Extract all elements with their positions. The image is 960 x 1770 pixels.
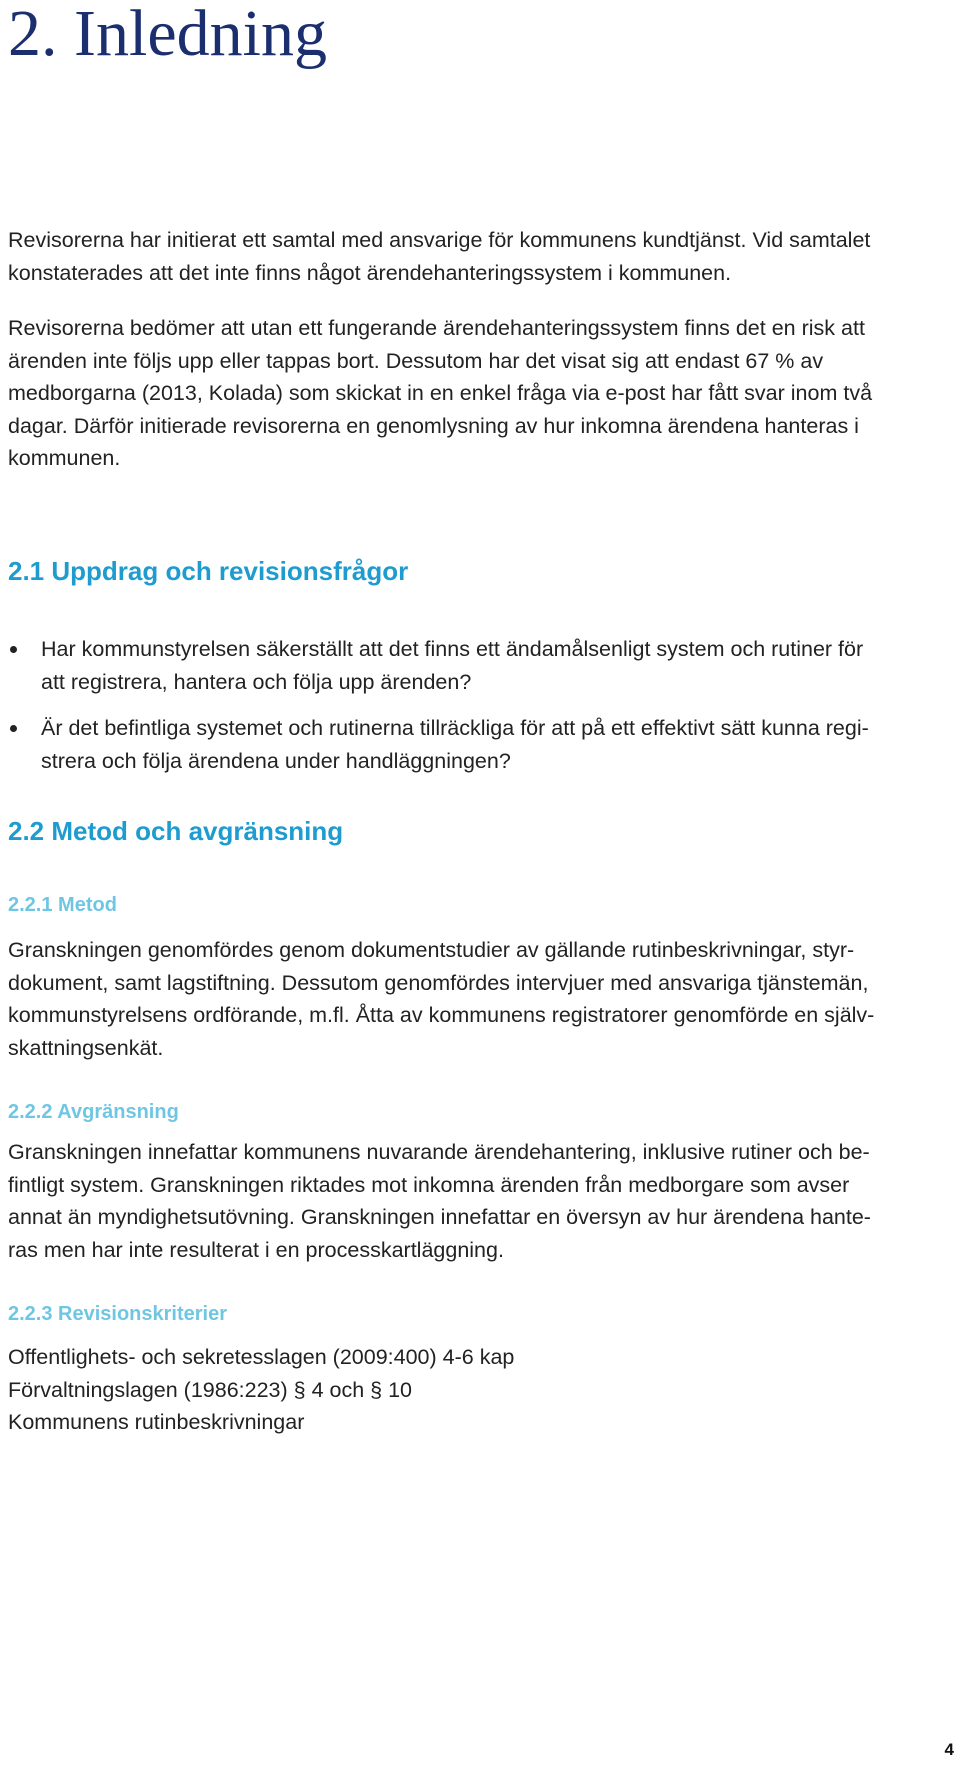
text-line: kommunen. <box>8 446 121 470</box>
intro-paragraph-1 <box>8 224 953 289</box>
text-line: ärenden inte följs upp eller tappas bort. Dessutom har det visat sig att endast 67 % av <box>8 348 824 373</box>
bullet-text <box>41 712 953 777</box>
text-line: dagar. Därför initierade revisorerna en genomlysning av hur inkomna ärendena hanteras i <box>8 413 859 438</box>
subsection-heading-2-2-3: 2.2.3 Revisionskriterier <box>8 1303 228 1325</box>
text-line: Granskningen genomfördes genom dokumentstudier av gällande rutinbeskrivningar, styr- <box>8 938 855 962</box>
text-line: fintligt system. Granskningen riktades mot inkomna ärenden från medborgare som avser <box>8 1172 850 1197</box>
text-line: annat än myndighetsutövning. Granskningen innefattar en översyn av hur ärendena hante- <box>8 1205 871 1229</box>
subsection-heading-2-2-1: 2.2.1 Metod <box>8 894 117 916</box>
text-line: strera och följa ärendena under handläggningen? <box>41 748 511 773</box>
revision-questions-list <box>8 633 953 791</box>
bullet-icon <box>10 725 17 732</box>
paragraph-text <box>8 1136 953 1266</box>
text-line: Revisorerna har initierat ett samtal med ansvarige för kommunens kundtjänst. Vid samtalet <box>8 228 871 252</box>
criteria-item: Kommunens rutinbeskrivningar <box>8 1410 305 1434</box>
method-paragraph <box>8 934 953 1064</box>
paragraph-text <box>8 934 953 1064</box>
section-heading-2-2: 2.2 Metod och avgränsning <box>8 816 344 846</box>
revision-criteria-list <box>8 1341 953 1439</box>
delimitation-paragraph <box>8 1136 953 1266</box>
paragraph-text <box>8 312 953 475</box>
chapter-title: 2. Inledning <box>8 0 327 70</box>
text-line: Granskningen innefattar kommunens nuvarande ärendehantering, inklusive rutiner och be- <box>8 1140 870 1164</box>
criteria-item: Offentlighets- och sekretesslagen (2009:400) 4-6 kap <box>8 1345 515 1369</box>
bullet-icon <box>10 646 17 653</box>
page-number: 4 <box>944 1740 954 1759</box>
intro-paragraph-2 <box>8 312 953 475</box>
text-line: dokument, samt lagstiftning. Dessutom genomfördes intervjuer med ansvariga tjänstemän, <box>8 970 869 995</box>
text-line: Revisorerna bedömer att utan ett fungerande ärendehanteringssystem finns det en risk att <box>8 316 865 340</box>
list-item <box>8 712 953 777</box>
bullet-text <box>41 633 953 698</box>
text-line: medborgarna (2013, Kolada) som skickat in en enkel fråga via e-post har fått svar inom två <box>8 381 873 405</box>
subsection-heading-2-2-2: 2.2.2 Avgränsning <box>8 1101 179 1123</box>
text-line: ras men har inte resulterat i en processkartläggning. <box>8 1237 504 1262</box>
text-line: Har kommunstyrelsen säkerställt att det finns ett ändamålsenligt system och rutiner för <box>41 637 864 661</box>
text-line: konstaterades att det inte finns något ärendehanteringssystem i kommunen. <box>8 260 732 285</box>
section-heading-2-1: 2.1 Uppdrag och revisionsfrågor <box>8 556 409 586</box>
paragraph-text <box>8 224 953 289</box>
text-line: att registrera, hantera och följa upp ärenden? <box>41 669 472 694</box>
text-line: skattningsenkät. <box>8 1035 164 1060</box>
text-line: kommunstyrelsens ordförande, m.fl. Åtta av kommunens registratorer genomförde en själv- <box>8 1003 875 1027</box>
list-item <box>8 633 953 698</box>
text-line: Är det befintliga systemet och rutinerna tillräckliga för att på ett effektivt sätt kunna regi- <box>41 716 869 740</box>
paragraph-text <box>8 1341 953 1439</box>
criteria-item: Förvaltningslagen (1986:223) § 4 och § 10 <box>8 1377 412 1402</box>
